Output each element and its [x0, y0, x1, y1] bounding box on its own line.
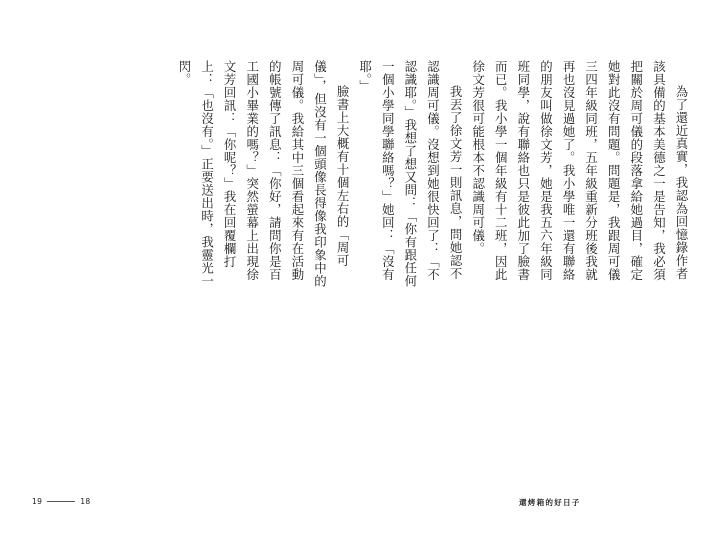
paragraph-2: 我丟了徐文芳一則訊息，問她認不認識周可儀。沒想到她很快回了：「不認識耶。」我想了想又問：「你有跟任何一個小學同學聯絡嗎？」她回：「沒有耶。」 — [357, 60, 464, 288]
body-text — [172, 60, 692, 292]
paragraph-3: 臉書上大概有十個左右的「周可儀」，但沒有一個頭像長得像我印象中的周可儀。我給其中三個看起來有在活動的帳號傳了訊息：「你好，請問你是百工國小畢業的嗎？」突然螢幕上出現徐文芳回訊：「你呢？」我在回覆欄打上：「也沒有。」正要送出時，我靈光一閃。 — [176, 60, 351, 288]
paragraph-1: 為了還近真實，我認為回憶錄作者該具備的基本美德之一是告知，我必須把關於周可儀的段落拿給她過目，確定她對此沒有問題。問題是，我跟周可儀三四年級同班，五年級重新分班後我就再也沒見過她了。我小學唯一還有聯絡的朋友叫做徐文芳，她是我五六年級同班同學，說有聯絡也只是彼此加了臉書而已。我小學一個年級有十二班，因此徐文芳很可能根本不認識周可儀。 — [470, 60, 689, 281]
right-page-number: 18 — [80, 497, 91, 506]
running-title: 還烤箱的好日子 — [519, 498, 581, 507]
left-page-number: 19 — [32, 497, 43, 506]
folio-divider — [47, 501, 75, 502]
folio — [32, 497, 91, 506]
